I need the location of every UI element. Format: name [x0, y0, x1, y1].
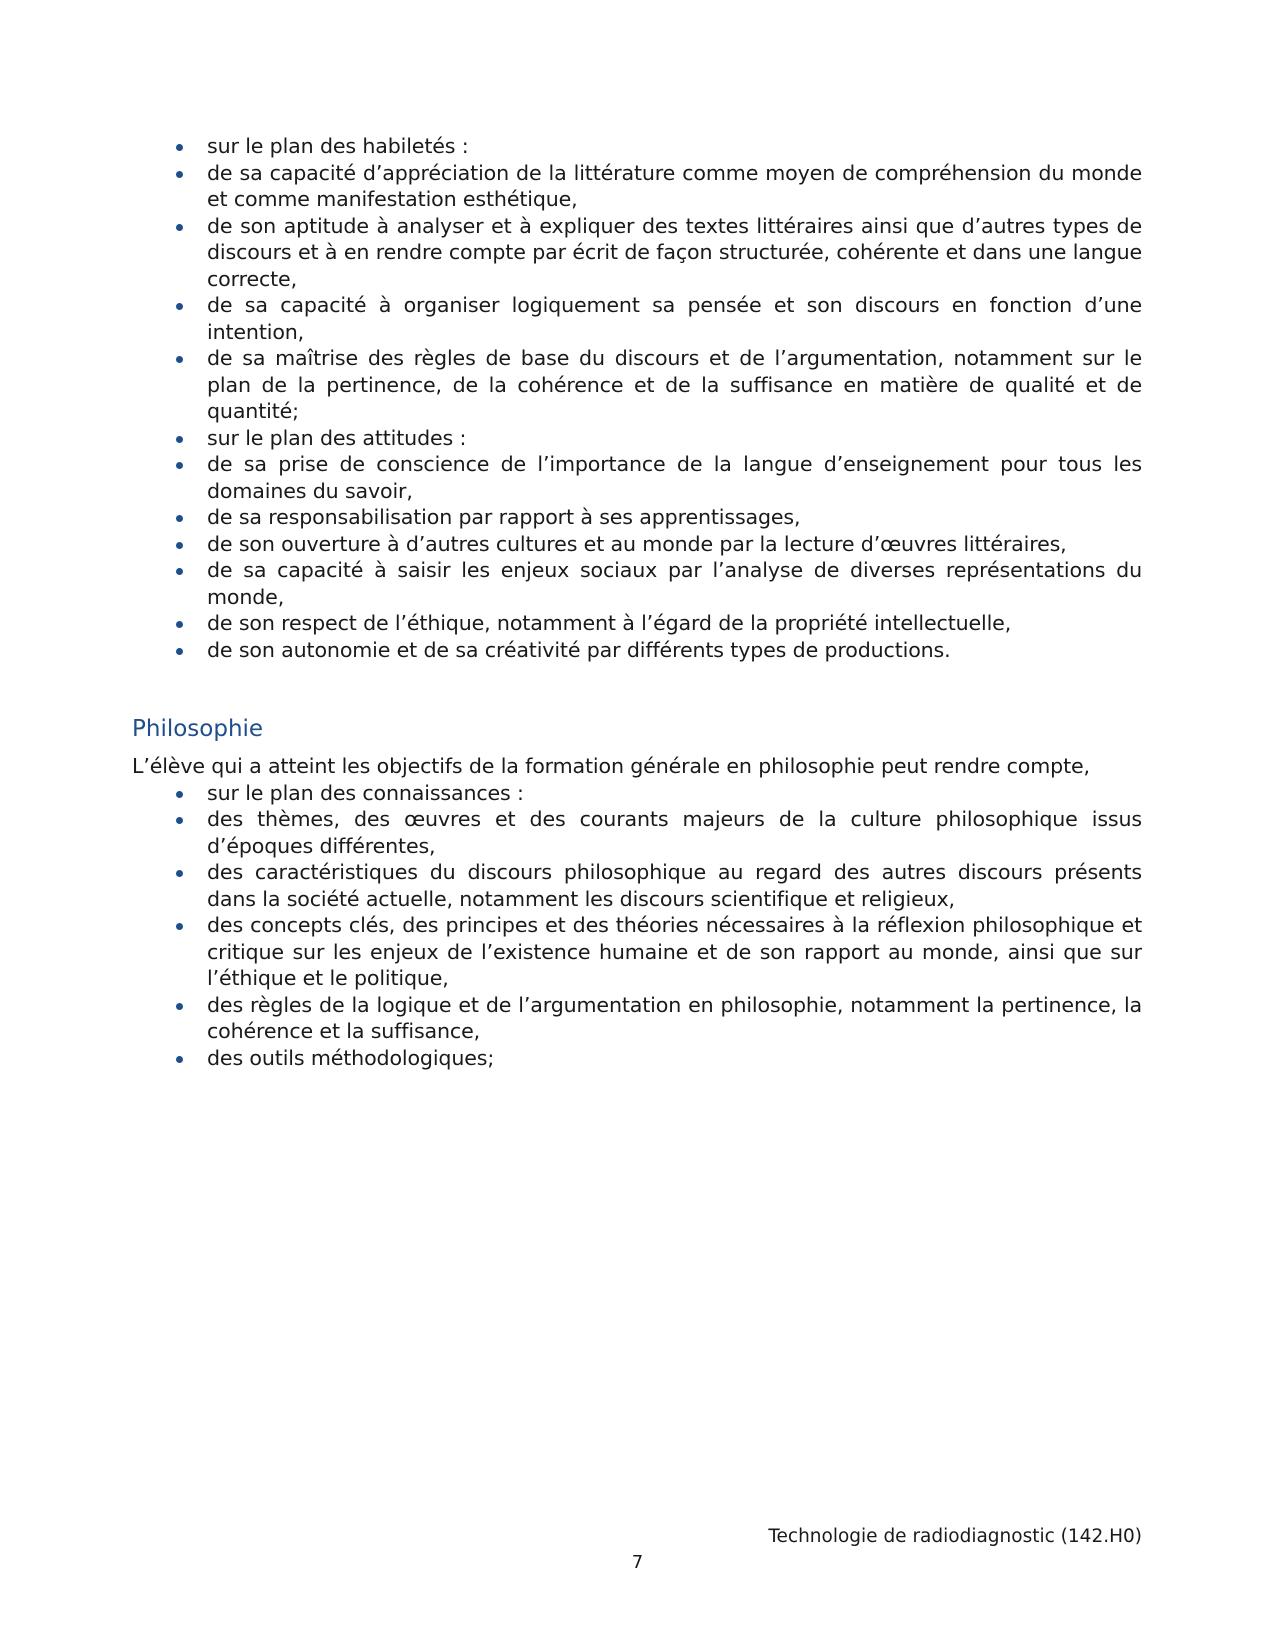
list-item: de sa prise de conscience de l’importance de la langue d’enseignement pour tous les domaines du savoir,: [132, 451, 1142, 504]
list-item: sur le plan des attitudes :: [132, 425, 1142, 452]
bullet-icon: [176, 568, 183, 575]
list-item: de son autonomie et de sa créativité par différents types de productions.: [132, 637, 1142, 664]
bullet-icon: [176, 224, 183, 231]
bullet-icon: [176, 303, 183, 310]
bullet-icon: [176, 870, 183, 877]
footer-program-title: Technologie de radiodiagnostic (142.H0): [768, 1526, 1142, 1547]
section-intro-paragraph: L’élève qui a atteint les objectifs de la formation générale en philosophie peut rendre compte,: [132, 754, 1090, 778]
bullet-icon: [176, 791, 183, 798]
bullet-icon: [176, 515, 183, 522]
bullet-icon: [176, 436, 183, 443]
bullet-list-philosophy-knowledge: [132, 780, 1142, 1072]
page-number: 7: [631, 1552, 644, 1573]
list-item: de son respect de l’éthique, notamment à l’égard de la propriété intellectuelle,: [132, 610, 1142, 637]
bullet-icon: [176, 1003, 183, 1010]
bullet-icon: [176, 923, 183, 930]
page-content: [132, 133, 1142, 1071]
list-item: de sa capacité à organiser logiquement sa pensée et son discours en fonction d’une intention,: [132, 292, 1142, 345]
bullet-icon: [176, 356, 183, 363]
list-item: de sa capacité d’appréciation de la littérature comme moyen de compréhension du monde et comme manifestation esthétique,: [132, 160, 1142, 213]
list-item: de son aptitude à analyser et à expliquer des textes littéraires ainsi que d’autres types de discours et à en rendre compte par écrit de façon structurée, cohérente et dans une langue correcte,: [132, 213, 1142, 293]
list-item: des thèmes, des œuvres et des courants majeurs de la culture philosophique issus d’époques différentes,: [132, 806, 1142, 859]
section-heading-philosophie: Philosophie: [132, 716, 264, 742]
list-item: des caractéristiques du discours philosophique au regard des autres discours présents dans la société actuelle, notamment les discours scientifique et religieux,: [132, 859, 1142, 912]
bullet-icon: [176, 1056, 183, 1063]
bullet-icon: [176, 621, 183, 628]
bullet-icon: [176, 462, 183, 469]
list-item: de sa capacité à saisir les enjeux sociaux par l’analyse de diverses représentations du monde,: [132, 557, 1142, 610]
bullet-list-french-skills: [132, 133, 1142, 663]
list-item: sur le plan des habiletés :: [132, 133, 1142, 160]
list-item: sur le plan des connaissances :: [132, 780, 1142, 807]
bullet-icon: [176, 648, 183, 655]
list-item: de son ouverture à d’autres cultures et au monde par la lecture d’œuvres littéraires,: [132, 531, 1142, 558]
list-item: des concepts clés, des principes et des théories nécessaires à la réflexion philosophique et critique sur les enjeux de l’existence humaine et de son rapport au monde, ainsi que sur l’éthique et le politique,: [132, 912, 1142, 992]
bullet-icon: [176, 171, 183, 178]
list-item: de sa responsabilisation par rapport à ses apprentissages,: [132, 504, 1142, 531]
bullet-icon: [176, 542, 183, 549]
bullet-icon: [176, 144, 183, 151]
list-item: des règles de la logique et de l’argumentation en philosophie, notamment la pertinence, la cohérence et la suffisance,: [132, 992, 1142, 1045]
list-item: de sa maîtrise des règles de base du discours et de l’argumentation, notamment sur le plan de la pertinence, de la cohérence et de la suffisance en matière de qualité et de quantité;: [132, 345, 1142, 425]
list-item: des outils méthodologiques;: [132, 1045, 1142, 1072]
bullet-icon: [176, 817, 183, 824]
